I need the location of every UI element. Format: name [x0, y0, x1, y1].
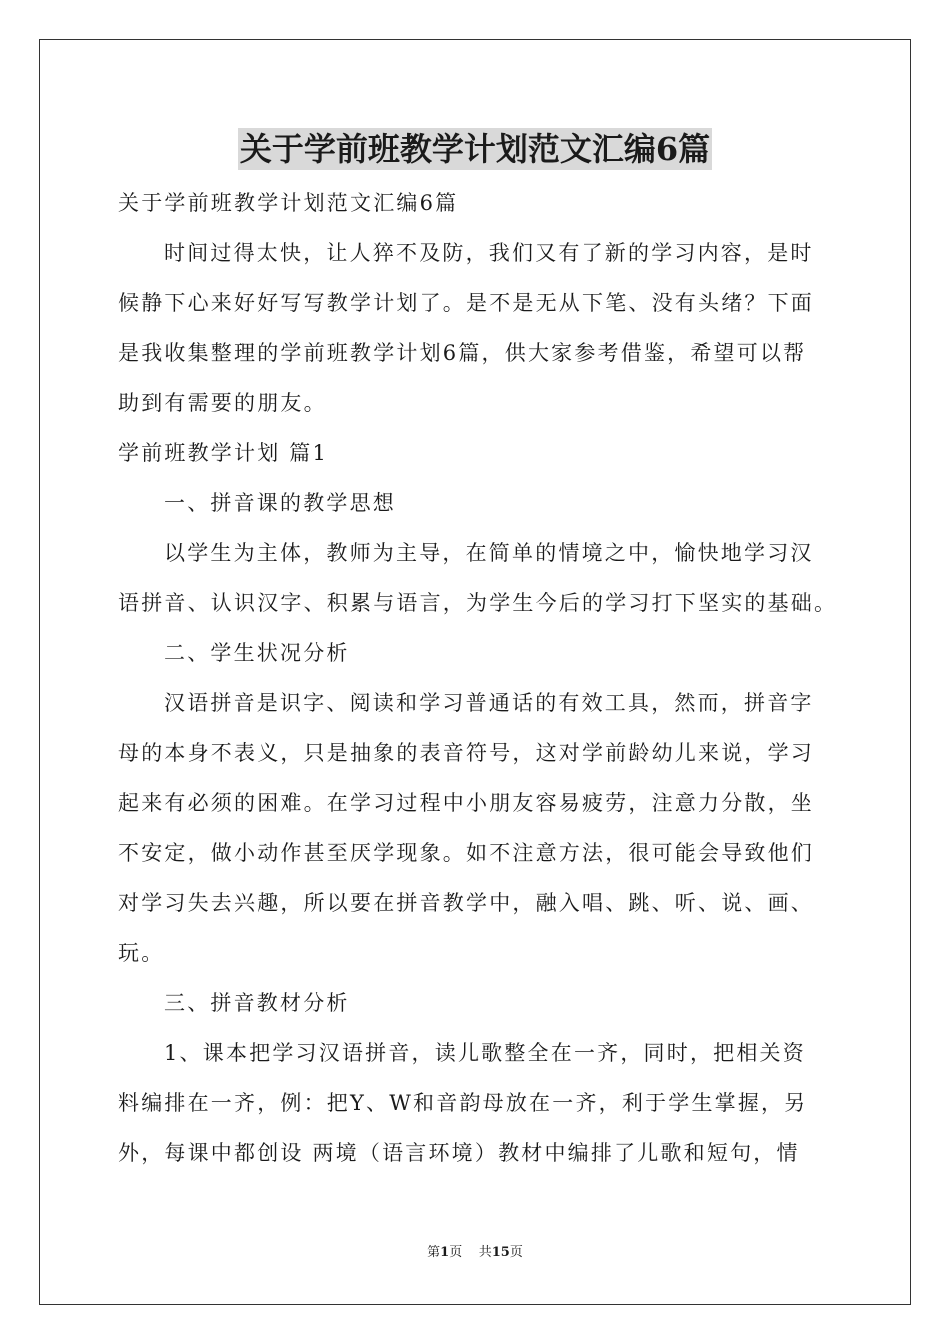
text-line: 是我收集整理的学前班教学计划6篇，供大家参考借鉴，希望可以帮: [118, 341, 807, 365]
text-line: 二、学生状况分析: [164, 641, 350, 665]
text-line: 母的本身不表义，只是抽象的表音符号，这对学前龄幼儿来说，学习: [118, 741, 814, 765]
text-line: 候静下心来好好写写教学计划了。是不是无从下笔、没有头绪？下面: [118, 291, 814, 315]
text-line: 对学习失去兴趣，所以要在拼音教学中，融入唱、跳、听、说、画、: [118, 891, 814, 915]
total-page-count: 15: [491, 1245, 510, 1260]
text-line: 学前班教学计划 篇1: [118, 441, 329, 465]
text-line: 三、拼音教材分析: [164, 991, 350, 1015]
total-suffix: 页: [509, 1245, 523, 1260]
title-wrapper: [0, 128, 950, 170]
text-line: 料编排在一齐，例：把Y、W和音韵母放在一齐，利于学生掌握，另: [118, 1091, 808, 1115]
document-body: [118, 178, 838, 1178]
text-line: 以学生为主体，教师为主导，在简单的情境之中，愉快地学习汉: [164, 541, 814, 565]
text-line: 时间过得太快，让人猝不及防，我们又有了新的学习内容，是时: [164, 241, 814, 265]
text-line: 玩。: [118, 941, 165, 965]
text-line: 1、课本把学习汉语拼音，读儿歌整全在一齐，同时，把相关资: [164, 1041, 806, 1065]
document-title: 关于学前班教学计划范文汇编6篇: [239, 130, 711, 168]
text-line: 语拼音、认识汉字、积累与语言，为学生今后的学习打下坚实的基础。: [118, 591, 838, 615]
text-line: 关于学前班教学计划范文汇编6篇: [118, 191, 459, 215]
page-footer: [0, 1244, 950, 1262]
text-line: 起来有必须的困难。在学习过程中小朋友容易疲劳，注意力分散，坐: [118, 791, 814, 815]
current-page-number: 1: [440, 1245, 450, 1260]
page-suffix: 页: [449, 1245, 463, 1260]
text-line: 一、拼音课的教学思想: [164, 491, 396, 515]
text-line: 外，每课中都创设 两境（语言环境）教材中编排了儿歌和短句，情: [118, 1141, 800, 1165]
text-line: 汉语拼音是识字、阅读和学习普通话的有效工具，然而，拼音字: [164, 691, 814, 715]
page-prefix: 第: [427, 1245, 441, 1260]
total-prefix: 共: [478, 1245, 492, 1260]
text-line: 助到有需要的朋友。: [118, 391, 327, 415]
text-line: 不安定，做小动作甚至厌学现象。如不注意方法，很可能会导致他们: [118, 841, 814, 865]
